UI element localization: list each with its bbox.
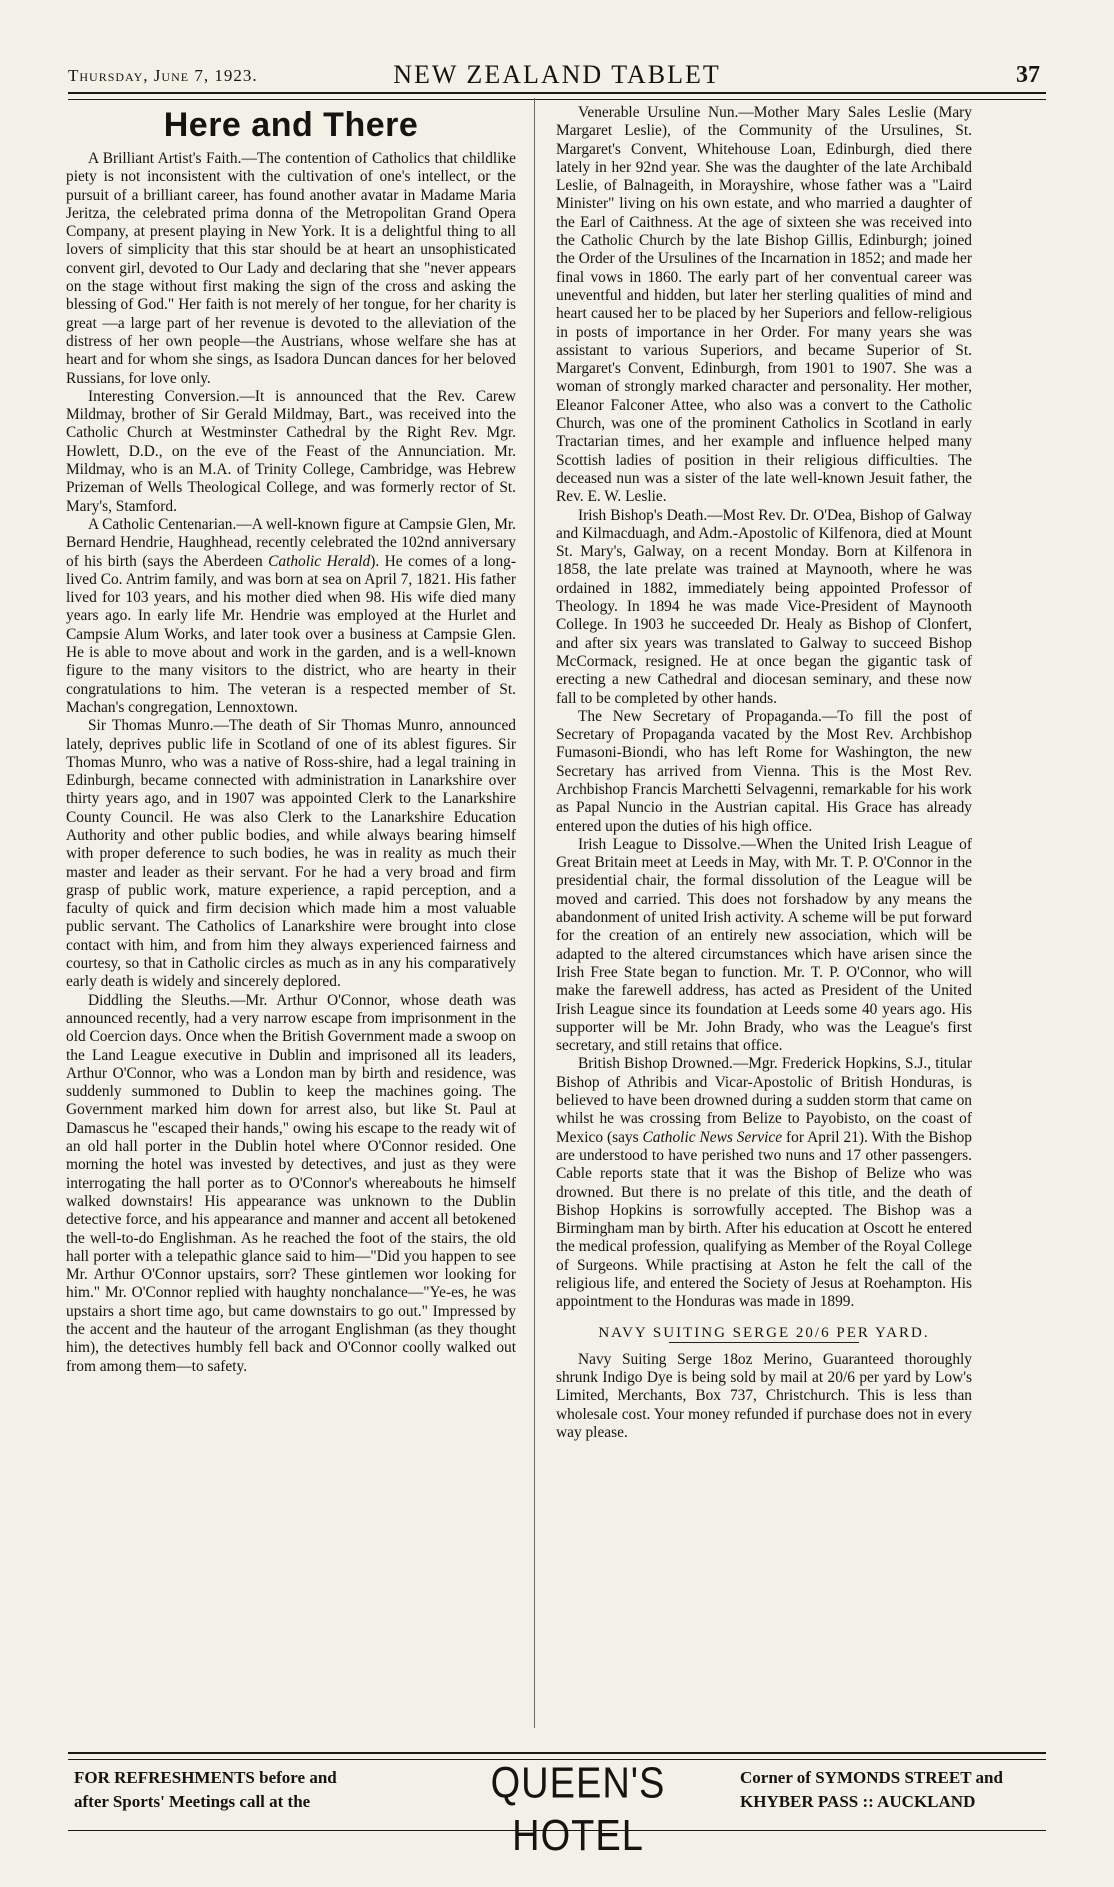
ad-left-line-2: after Sports' Meetings call at the — [74, 1792, 311, 1811]
publication-name: Catholic Herald — [268, 552, 371, 570]
article-sir-thomas-munro: Sir Thomas Munro.—The death of Sir Thomas Munro, announced lately, deprives public life in Scotland of one of its ablest figures. Sir Thomas Munro, who was a native of Ross-shire, had a legal training in Edinburgh, became connected with administration in Lanarkshire over thirty years ago, and in 1907 was appointed Clerk to the Lanarkshire County Council. He was also Clerk to the Lanarkshire Education Authority and other public bodies, and while always bearing himself with proper deference to such bodies, he was in reality as much their master and leader as their servant. For he had a very broad and firm grasp of public work, mature experience, a rapid perception, and a faculty of quick and firm decision which made him a most valuable public servant. The Catholics of Lanarkshire were brought into close contact with him, and from him they always experienced fairness and courtesy, so that in Catholic circles as much as in any his comparatively early death is widely and sincerely deplored. — [66, 717, 516, 991]
header-rule — [68, 92, 1046, 100]
masthead — [68, 58, 1046, 88]
article-irish-league-dissolve: Irish League to Dissolve.—When the United Irish League of Great Britain meet at Leeds in May, with Mr. T. P. O'Connor in the presidential chair, the formal dissolution of the League will be moved and carried. This does not forshadow by any means the abandonment of united Irish activity. A scheme will be put forward for the creation of an entirely new association, which will be adapted to the altered circumstances which have arisen since the Irish Free State began to function. Mr. T. P. O'Connor, who will make the farewell address, has acted as President of the United Irish League since its foundation at Leeds some 40 years ago. His supporter will be Mr. John Brady, who was the League's first secretary, and still retains that office. — [556, 835, 972, 1055]
notice-underline — [669, 1342, 859, 1343]
right-column — [556, 104, 972, 1724]
article-british-bishop-drowned — [556, 1055, 972, 1311]
hotel-advertisement — [68, 1759, 1046, 1861]
article-text: ). He comes of a long-lived Co. Antrim family, and was born at sea on April 7, 1821. His father lived for 103 years, and his mother died when 98. His wife died many years ago. In early life Mr. Hendrie was employed at the Hurlet and Campsie Alum Works, and later took over a business at Campsie Glen. He is able to move about and work in the garden, and is a well-known figure to the many visitors to the district, who are hearty in their congratulations to him. The veteran is a respected member of St. Machan's congregation, Lennoxtown. — [66, 552, 516, 716]
article-diddling-the-sleuths: Diddling the Sleuths.—Mr. Arthur O'Connor, whose death was announced recently, had a very narrow escape from imprisonment in the old Coercion days. Once when the British Government made a swoop on the Land League executive in Dublin and imprisoned all its leaders, Arthur O'Connor, who was a London man by birth and residence, was suddenly summoned to Dublin to keep the machines going. The Government marked him down for arrest also, but like St. Paul at Damascus he "escaped their hands," owing his escape to the ready wit of an old hall porter in the Dublin hotel where O'Connor resided. One morning the hotel was invested by detectives, and just as they were interrogating the hall porter as to O'Connor's whereabouts he himself walked downstairs! His appearance was unknown to the Dublin detective force, and his appearance and manner and accent all betokened the well-to-do Englishman. As he reached the foot of the stairs, the old hall porter with a telepathic glance said to him—"Did you happen to see Mr. Arthur O'Connor upstairs, sorr? These gintlemen wor looking for him." Mr. O'Connor replied with haughty nonchalance—"Ye-es, he was upstairs a short time ago, but came downstairs to go out." Impressed by the accent and the hauteur of the arrogant Englishman (as they thought him), the detectives humbly fell back and O'Connor coolly walked out from among them—to safety. — [66, 991, 516, 1375]
page-number: 37 — [1016, 62, 1040, 88]
ad-left-line-1: FOR REFRESHMENTS before and — [74, 1768, 337, 1787]
article-interesting-conversion: Interesting Conversion.—It is announced that the Rev. Carew Mildmay, brother of Sir Gerald Mildmay, Bart., was received into the Catholic Church at Westminster Cathedral by the Right Rev. Mgr. Howlett, D.D., on the eve of the Feast of the Annunciation. Mr. Mildmay, who is an M.A. of Trinity College, Cambridge, was Hebrew Prizeman of Wells Theological College, and was formerly rector of St. Mary's, Stamford. — [66, 387, 516, 515]
article-secretary-of-propaganda: The New Secretary of Propaganda.—To fill the post of Secretary of Propaganda vacated by the Most Rev. Archbishop Fumasoni-Biondi, who has left Rome for Washington, the new Secretary has arrived from Vienna. This is the Most Rev. Archbishop Francis Marchetti Selvagenni, remarkable for his work as Papal Nuncio in the Austrian capital. His Grace has already entered upon the duties of his high office. — [556, 707, 972, 835]
section-headline: Here and There — [163, 106, 419, 144]
article-text: British Bishop Drowned.—Mgr. Frederick Hopkins, S.J., titular Bishop of Athribis and Vicar-Apostolic of British Honduras, is believed to have been drowned during a sudden storm that came on whilst he was crossing from Belize to Payobisto, on the coast of Mexico (says — [556, 1055, 972, 1146]
ad-right-line-1: Corner of SYMONDS STREET and — [740, 1768, 1003, 1787]
ad-left-text — [74, 1766, 404, 1814]
newspaper-title: NEW ZEALAND TABLET — [393, 60, 721, 89]
issue-date: Thursday, June 7, 1923. — [68, 66, 258, 85]
article-irish-bishops-death: Irish Bishop's Death.—Most Rev. Dr. O'Dea, Bishop of Galway and Kilmacduagh, and Adm.-Apostolic of Kilfenora, died at Mount St. Mary's, Galway, on a recent Monday. Born at Kilfenora in 1858, the late prelate was trained at Maynooth, where he was ordained in 1882, immediately being appointed Professor of Theology. In 1894 he was made Vice-President of Maynooth College. In 1903 he succeeded Dr. Healy as Bishop of Clonfert, and after six years was translated to Galway to succeed Bishop McCormack, resigned. He at once began the gigantic task of erecting a new Cathedral and diocesan seminary, and these now fall to be completed by other hands. — [556, 506, 972, 707]
article-brilliant-artists-faith: A Brilliant Artist's Faith.—The contention of Catholics that childlike piety is not inconsistent with the cultivation of one's intellect, or the pursuit of a brilliant career, has found another avatar in Madame Maria Jeritza, the celebrated prima donna of the Metropolitan Grand Opera Company, at present playing in New York. It is a delightful thing to all lovers of simplicity that this star should be at heart an unsophisticated convent girl, devoted to Our Lady and declaring that she "never appears on the stage without first making the sign of the cross and asking the blessing of God." Her faith is not merely of her tongue, for her charity is great —a large part of her revenue is devoted to the alleviation of the distress of her own people—the Austrians, whose welfare she has at heart and for whom she sings, as Isadora Duncan dances for her beloved Russians, for love only. — [66, 150, 516, 387]
article-catholic-centenarian — [66, 516, 516, 717]
column-divider — [534, 98, 535, 1728]
ad-hotel-name: QUEEN'S HOTEL — [490, 1759, 666, 1861]
notice-body: Navy Suiting Serge 18oz Merino, Guaranteed thoroughly shrunk Indigo Dye is being sold by mail at 20/6 per yard by Low's Limited, Merchants, Box 737, Christchurch. This is less than wholesale cost. Your money refunded if purchase does not in every way please. — [556, 1350, 972, 1442]
article-text: A Catholic Centenarian.—A well-known figure at Campsie Glen, Mr. Bernard Hendrie, Haughhead, recently celebrated the 102nd anniversary of his birth (says the Aberdeen — [66, 515, 516, 570]
ad-right-text — [740, 1766, 1040, 1814]
article-text: for April 21). With the Bishop are understood to have perished two nuns and 17 other passengers. Cable reports state that it was the Bishop of Belize who was drowned. But there is no prelate of this title, and the death of Bishop Hopkins is sorrowfully accepted. The Bishop was a Birmingham man by birth. After his education at Oscott he entered the medical profession, qualifying as Member of the Royal College of Surgeons. While practising at Aston he felt the call of the religious life, and entered the Society of Jesus at Roehampton. His appointment to the Honduras was made in 1899. — [556, 1128, 972, 1311]
ad-bottom-rule — [68, 1830, 1046, 1831]
notice-heading — [556, 1324, 972, 1343]
ad-right-line-2: KHYBER PASS :: AUCKLAND — [740, 1792, 976, 1811]
publication-name: Catholic News Service — [642, 1128, 783, 1146]
article-venerable-ursuline-nun: Venerable Ursuline Nun.—Mother Mary Sales Leslie (Mary Margaret Leslie), of the Community of the Ursulines, St. Margaret's Convent, Whitehouse Loan, Edinburgh, died there lately in her 92nd year. She was the daughter of the late Archibald Leslie, of Balnageith, in Morayshire, whose father was a "Laird Minister" living on his own estate, and who married a daughter of the Earl of Caithness. At the age of sixteen she was received into the Catholic Church by the late Bishop Gillis, Edinburgh; joined the Order of the Ursulines of the Incarnation in 1852; and made her final vows in 1860. The early part of her conventual career was uneventful and hidden, but later her sterling qualities of mind and heart caused her to be placed by her Superiors and fellow-religious in posts of importance in her Order. For many years she was assistant to various Superiors, and became Superior of St. Margaret's Convent, Edinburgh, from 1901 to 1907. She was a woman of strongly marked character and personality. Her mother, Eleanor Falconer Attee, who also was a convert to the Catholic Church, was one of the prominent Catholics in Scotland in early Tractarian times, and her example and influence helped many Scottish ladies of position in their religious difficulties. The deceased nun was a sister of the late well-known Jesuit father, the Rev. E. W. Leslie. — [556, 104, 972, 506]
notice-title-text: NAVY SUITING SERGE 20/6 PER YARD. — [598, 1324, 930, 1341]
left-column — [66, 104, 516, 1724]
